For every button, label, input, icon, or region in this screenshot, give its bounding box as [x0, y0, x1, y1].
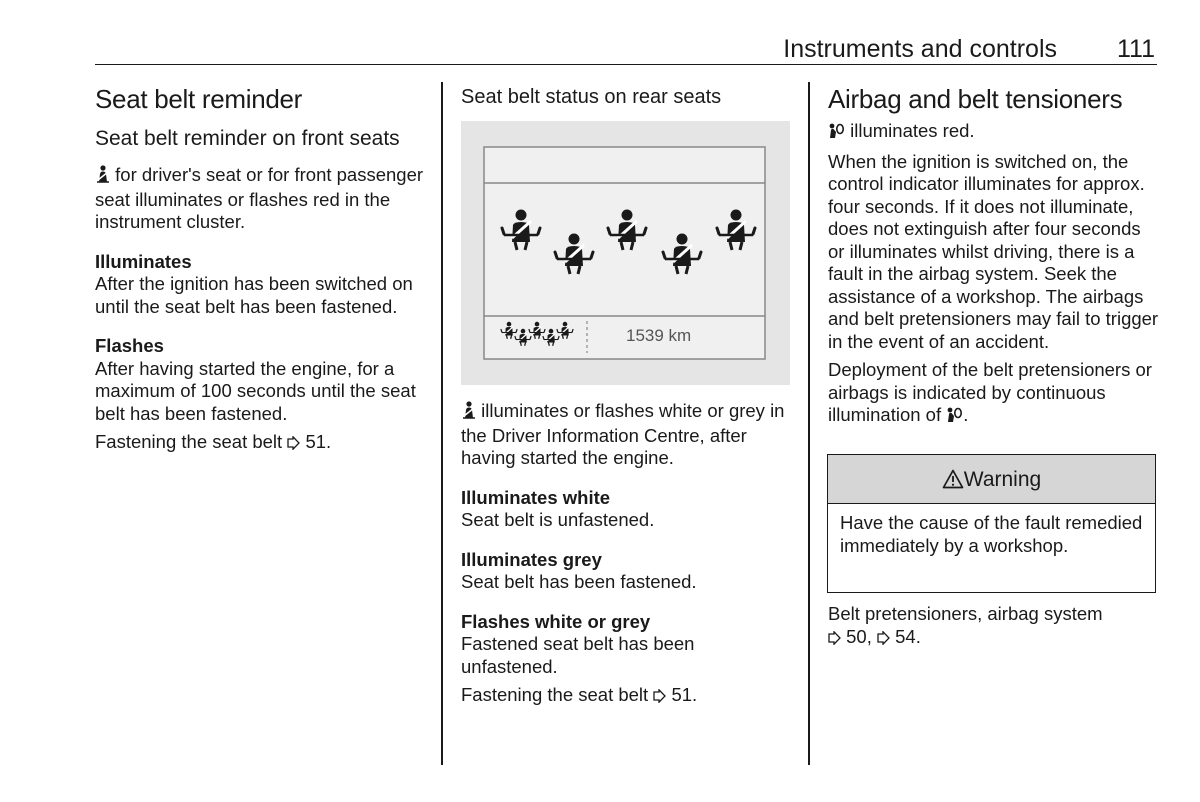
airbag-icon: [828, 122, 845, 145]
seatbelt-icon: [95, 165, 110, 189]
illuminates-text: After the ignition has been switched on until the seat belt has been fastened.: [95, 273, 413, 317]
middle-column-body: [461, 400, 796, 709]
illuminates-grey-heading: Illuminates grey: [461, 548, 602, 570]
middle-reference-text: Fastening the seat belt: [461, 684, 654, 705]
flashes-block: [95, 335, 430, 425]
middle-column: [461, 85, 796, 109]
airbag-intro: [828, 120, 1160, 145]
airbag-paragraph-2: [828, 359, 1160, 429]
left-reference-page: 51.: [300, 431, 332, 452]
flashes-text: After having started the engine, for a maximum of 100 seconds until the seat belt has been fastened.: [95, 357, 416, 424]
warning-header: [828, 455, 1155, 504]
left-reference[interactable]: [95, 431, 430, 456]
section-title: Instruments and controls: [783, 35, 1057, 63]
illuminates-heading: Illuminates: [95, 250, 192, 272]
airbag-icon: [946, 406, 963, 429]
airbag-paragraph-2-text: Deployment of the belt pretensioners or airbags is indicated by continuous illumination of: [828, 359, 1152, 425]
front-seats-subheading: Seat belt reminder on front seats: [95, 127, 400, 150]
page-reference-arrow-icon: [828, 628, 841, 651]
rear-seats-heading: Seat belt status on rear seats: [461, 86, 722, 108]
odometer-reading: 1539 km: [626, 326, 692, 345]
front-seat-intro-text: for driver's seat or for front passenger seat illuminates or flashes red in the instrument cluster.: [95, 164, 424, 232]
airbag-heading: Airbag and belt tensioners: [828, 84, 1123, 114]
airbag-intro-text: illuminates red.: [845, 120, 975, 141]
right-reference[interactable]: [828, 603, 1158, 650]
rear-seat-intro: [461, 400, 796, 470]
right-reference-page-b: 54.: [890, 625, 921, 647]
flashes-white-grey-text: Fastened seat belt has been unfastened.: [461, 633, 695, 677]
airbag-paragraph-2-end: .: [963, 404, 969, 425]
warning-triangle-icon: [942, 458, 964, 508]
flashes-white-grey-block: [461, 611, 796, 679]
warning-text: Have the cause of the fault remedied immediately by a workshop.: [840, 512, 1143, 556]
rear-seat-intro-text: illuminates or flashes white or grey in the Driver Information Centre, after having started the engine.: [461, 400, 785, 468]
airbag-paragraph-1: When the ignition is switched on, the control indicator illuminates for approx. four seconds. If it does not illuminate, does not extinguish after four seconds or illuminates whilst driving, there is a fault in the airbag system. Seek the assistance of a workshop. The airbags and belt pretensioners may fail to trigger in the event of an accident.: [828, 150, 1159, 352]
page-reference-arrow-icon: [877, 628, 890, 651]
seatbelt-icon: [461, 401, 476, 425]
illuminates-block: [95, 251, 430, 319]
warning-title: Warning: [963, 468, 1042, 491]
page-header: [95, 30, 1157, 65]
front-seat-intro: [95, 164, 430, 234]
column-divider-right: [808, 82, 810, 765]
left-reference-text: Fastening the seat belt: [95, 431, 288, 452]
middle-reference-page: 51.: [666, 684, 698, 705]
rear-seat-status-display: [461, 121, 790, 385]
seat-belt-reminder-heading: Seat belt reminder: [95, 84, 303, 114]
page-reference-arrow-icon: [287, 433, 300, 456]
illuminates-white-block: [461, 487, 796, 532]
illuminates-grey-block: [461, 549, 796, 594]
seatbelt-display-illustration: [461, 121, 790, 385]
left-column: [95, 84, 430, 456]
page-number: 111: [1116, 35, 1155, 63]
flashes-white-grey-heading: Flashes white or grey: [461, 610, 651, 632]
right-reference-page-a: 50,: [841, 625, 877, 647]
right-reference-text: Belt pretensioners, airbag system: [828, 603, 1103, 624]
illuminates-grey-text: Seat belt has been fastened.: [461, 571, 697, 592]
page-reference-arrow-icon: [653, 686, 666, 709]
flashes-heading: Flashes: [95, 335, 164, 356]
column-divider-left: [441, 82, 443, 765]
warning-box: [827, 454, 1156, 593]
middle-reference[interactable]: [461, 684, 796, 709]
illuminates-white-heading: Illuminates white: [461, 486, 611, 508]
illuminates-white-text: Seat belt is unfastened.: [461, 509, 655, 530]
right-column: [828, 84, 1160, 429]
